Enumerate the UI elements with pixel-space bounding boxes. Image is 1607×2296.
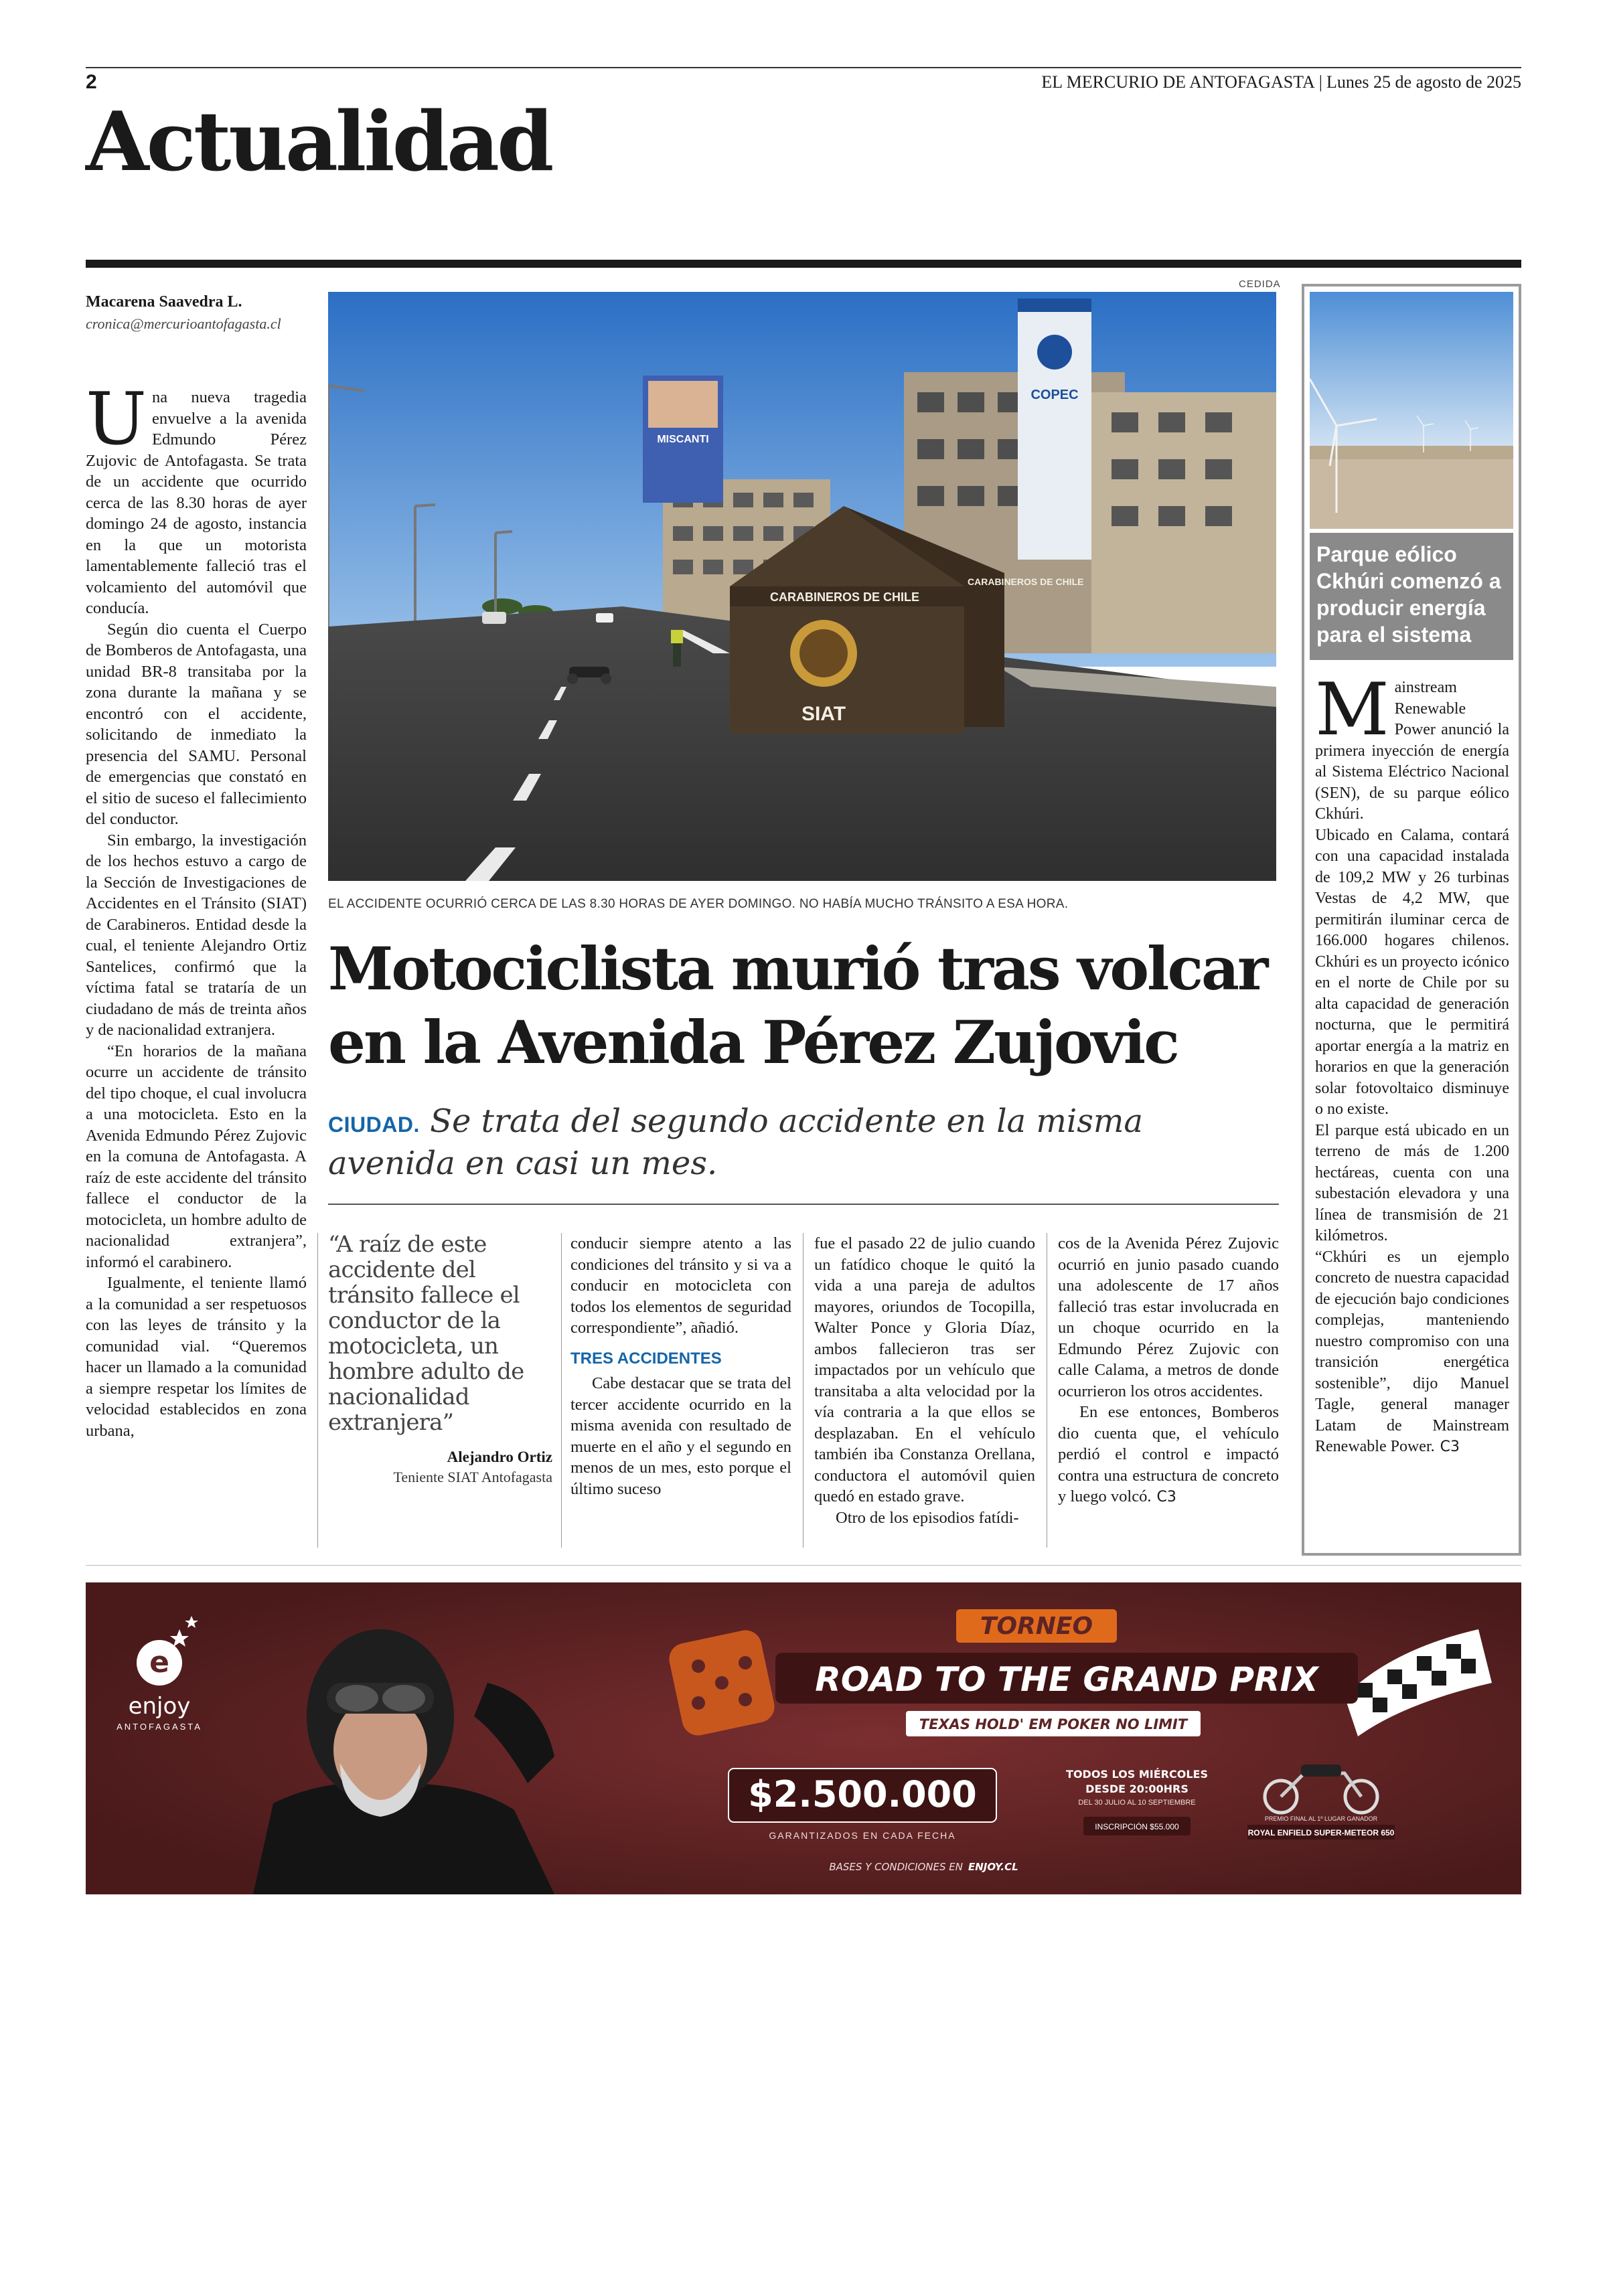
headline-line-2: en la Avenida Pérez Zujovic <box>328 1007 1178 1077</box>
headline-line-1: Motociclista murió tras volcar <box>328 934 1267 1003</box>
paragraph: Sin embargo, la investigación de los hechos estuvo a cargo de la Sección de Investigaciones de Accidentes en el Tránsito (SIAT) de Carabineros. Entidad desde la cual, el teniente Alejandro Ortiz Santelices, confirmó que la víctima fatal se trataría de un ciudadano de más de treinta años y de nacionalidad extranjera. <box>86 831 307 1039</box>
ad-separator <box>86 1565 1521 1566</box>
column-divider <box>317 1233 318 1548</box>
paragraph: Otro de los episodios fatídi- <box>836 1508 1019 1527</box>
deck <box>328 1102 1279 1183</box>
paragraph: na nueva tragedia envuelve a la avenida Edmundo Pérez Zujovic de Antofagasta. Se trata de un accidente que ocurrido cerca de las 8.30 horas de ayer domingo 24 de agosto, instancia en la que un motorista lamentablemente falleció tras el volcamiento del automóvil que conducía. <box>86 388 307 617</box>
tent-siat-label: SIAT <box>801 703 846 725</box>
ad-torneo: TORNEO <box>980 1613 1093 1640</box>
accident-scene-image <box>328 292 1276 881</box>
paper-name: EL MERCURIO DE ANTOFAGASTA <box>1041 72 1315 92</box>
ad-schedule-3: DEL 30 JULIO AL 10 SEPTIEMBRE <box>1078 1799 1196 1807</box>
copec-sign: COPEC <box>1030 388 1079 402</box>
tent-band-right: CARABINEROS DE CHILE <box>968 576 1084 587</box>
article-column-3 <box>814 1233 1035 1548</box>
paragraph: Cabe destacar que se trata del tercer accidente ocurrido en la misma avenida con resultado de muerte en el año y el segundo en menos de un mes, esto porque el último suceso <box>570 1374 791 1498</box>
paragraph: ainstream Renewable Power anunció la primera inyección de energía al Sistema Eléctrico Nacional (SEN), de su parque eólico Ckhúri. <box>1315 679 1509 823</box>
ad-subtitle: TEXAS HOLD' EM POKER NO LIMIT <box>919 1716 1188 1732</box>
ad-footer: BASES Y CONDICIONES EN <box>829 1861 963 1873</box>
subhead: TRES ACCIDENTES <box>570 1349 722 1368</box>
page-number: 2 <box>86 71 97 93</box>
paragraph: fue el pasado 22 de julio cuando un fatídico choque le quitó la vida a una pareja de adultos mayores, oriundos de Tocopilla, Walter Ponce y Gloria Díaz, ambos fallecieron tras ser impactados por un vehículo que transitaba a alta velocidad por la vía contraria a la que ellos se desplazaban. En el vehículo también iba Constanza Orellana, conductora el automóvil quien quedó en estado grave. <box>814 1234 1035 1505</box>
paragraph: Igualmente, el teniente llamó a la comunidad a ser respetuosos con las leyes de tránsito y la comunidad vial. “Queremos hacer un llamado a la comunidad a siempre respetar los límites de velocidad establecidos en zona urbana, <box>86 1274 307 1440</box>
article-column-2 <box>570 1233 791 1548</box>
sidebar-drop-cap: M <box>1315 677 1389 752</box>
enjoy-advertisement[interactable] <box>86 1582 1521 1894</box>
paragraph: Según dio cuenta el Cuerpo de Bomberos de Antofagasta, una unidad BR-8 transitaba por la zona durante la mañana y se encontró con el accidente, solicitando de inmediato la presencia del SAMU. Personal de emergencias que constató en el sitio de suceso el fallecimiento del conductor. <box>86 620 307 828</box>
ad-inscription: INSCRIPCIÓN $55.000 <box>1095 1822 1179 1831</box>
drop-cap: U <box>86 387 147 461</box>
ad-artwork <box>86 1582 1521 1894</box>
paragraph: “En horarios de la mañana ocurre un accidente de tránsito del tipo choque, el cual involucra a una motocicleta. Esto en la Avenida Edmundo Pérez Zujovic en la comuna de Antofagasta. A raíz de este accidente del tránsito fallece el conductor de la motocicleta, un hombre adulto de nacionalidad extranjera”, informó el carabinero. <box>86 1042 307 1271</box>
dice-icon <box>666 1627 777 1738</box>
sidebar-text <box>1315 677 1509 1548</box>
issue-date: Lunes 25 de agosto de 2025 <box>1326 72 1521 92</box>
column-divider <box>561 1233 562 1548</box>
ad-schedule-2: DESDE 20:00HRS <box>1085 1783 1189 1795</box>
paragraph: El parque está ubicado en un terreno de más de 1.200 hectáreas, cuenta con una subestación elevadora y una línea de transmisión de 21 kilómetros. <box>1315 1121 1509 1244</box>
deck-rule <box>328 1204 1279 1205</box>
sidebar-title: Parque eólico Ckhúri comenzó a producir energía para el sistema <box>1316 542 1501 647</box>
enjoy-brand: enjoy <box>128 1693 191 1720</box>
ad-moto-name: ROYAL ENFIELD SUPER-METEOR 650 <box>1247 1828 1395 1837</box>
paragraph: conducir siempre atento a las condiciones del tránsito y si va a conducir en motocicleta con todos los elementos de seguridad correspondiente”, añadió. <box>570 1234 791 1337</box>
enjoy-brand-sub: ANTOFAGASTA <box>117 1722 202 1732</box>
tent-band-text: CARABINEROS DE CHILE <box>770 590 920 604</box>
paragraph: Ubicado en Calama, contará con una capacidad instalada de 109,2 MW y 26 turbinas Vestas de 4,2 MW, que permitirán iluminar cerca de 166.000 hogares chilenos. Ckhúri es un proyecto icónico en el norte de Chile por su alta capacidad de generación nocturna, que le permitirá aportar energía a la matriz en horarios en que la generación solar fotovoltaico disminuye o no existe. <box>1315 826 1509 1118</box>
paragraph: En ese entonces, Bomberos dio cuenta que, el vehículo perdió el control e impactó contra una estructura de concreto y luego volcó. <box>1058 1403 1279 1505</box>
sidebar-photo <box>1310 292 1513 529</box>
enjoy-logo-icon: e <box>149 1645 169 1679</box>
ad-title: ROAD TO THE GRAND PRIX <box>815 1660 1318 1699</box>
paragraph: cos de la Avenida Pérez Zujovic ocurrió en junio pasado cuando una adolescente de 17 años falleció tras estar involucrada en un choque ocurrido en la Edmundo Pérez Zujovic con calle Calama, a metros de donde ocurrieron los otros accidentes. <box>1058 1234 1279 1400</box>
deck-kicker: CIUDAD. <box>328 1113 420 1137</box>
ad-schedule-1: TODOS LOS MIÉRCOLES <box>1066 1768 1208 1781</box>
quote-text: “A raíz de este accidente del tránsito fallece el conductor de la motocicleta, un hombre adulto de nacionalidad extranjera” <box>328 1231 524 1436</box>
main-photo <box>328 292 1276 881</box>
paragraph: “Ckhúri es un ejemplo concreto de nuestra capacidad de ejecución bajo condiciones complejas, manteniendo nuestro compromiso con una transición energética sostenible”, dijo Manuel Tagle, general manager Latam de Mainstream Renewable Power. <box>1315 1248 1509 1455</box>
deck-text: Se trata del segundo accidente en la misma avenida en casi un mes. <box>328 1102 1144 1182</box>
article-column-4 <box>1058 1233 1279 1548</box>
pull-quote <box>328 1232 552 1486</box>
section-rule <box>86 260 1521 268</box>
ad-footer-site[interactable]: ENJOY.CL <box>968 1861 1018 1873</box>
column-divider <box>803 1233 804 1548</box>
end-mark: C3 <box>1440 1439 1460 1455</box>
ad-prize: $2.500.000 <box>748 1773 977 1815</box>
quote-role: Teniente SIAT Antofagasta <box>393 1469 552 1485</box>
quote-author: Alejandro Ortiz <box>447 1449 552 1465</box>
headline <box>328 932 1279 1079</box>
billboard-sign: MISCANTI <box>657 434 709 445</box>
byline-name: Macarena Saavedra L. <box>86 293 242 311</box>
top-rule <box>86 67 1521 68</box>
photo-caption: EL ACCIDENTE OCURRIÓ CERCA DE LAS 8.30 HORAS DE AYER DOMINGO. NO HABÍA MUCHO TRÁNSITO A ESA HORA. <box>328 897 1069 911</box>
article-column-1 <box>86 387 307 1552</box>
byline-email[interactable]: cronica@mercurioantofagasta.cl <box>86 315 281 332</box>
ad-moto-prize: PREMIO FINAL AL 1º LUGAR GANADOR <box>1264 1815 1378 1822</box>
photo-credit: CEDIDA <box>1239 278 1281 290</box>
masthead: EL MERCURIO DE ANTOFAGASTA | Lunes 25 de agosto de 2025 <box>1041 72 1521 92</box>
section-title: Actualidad <box>86 93 552 189</box>
wind-farm-image <box>1310 292 1513 529</box>
end-mark: C3 <box>1156 1489 1176 1505</box>
byline <box>86 293 313 333</box>
ad-prize-note: GARANTIZADOS EN CADA FECHA <box>769 1830 956 1841</box>
